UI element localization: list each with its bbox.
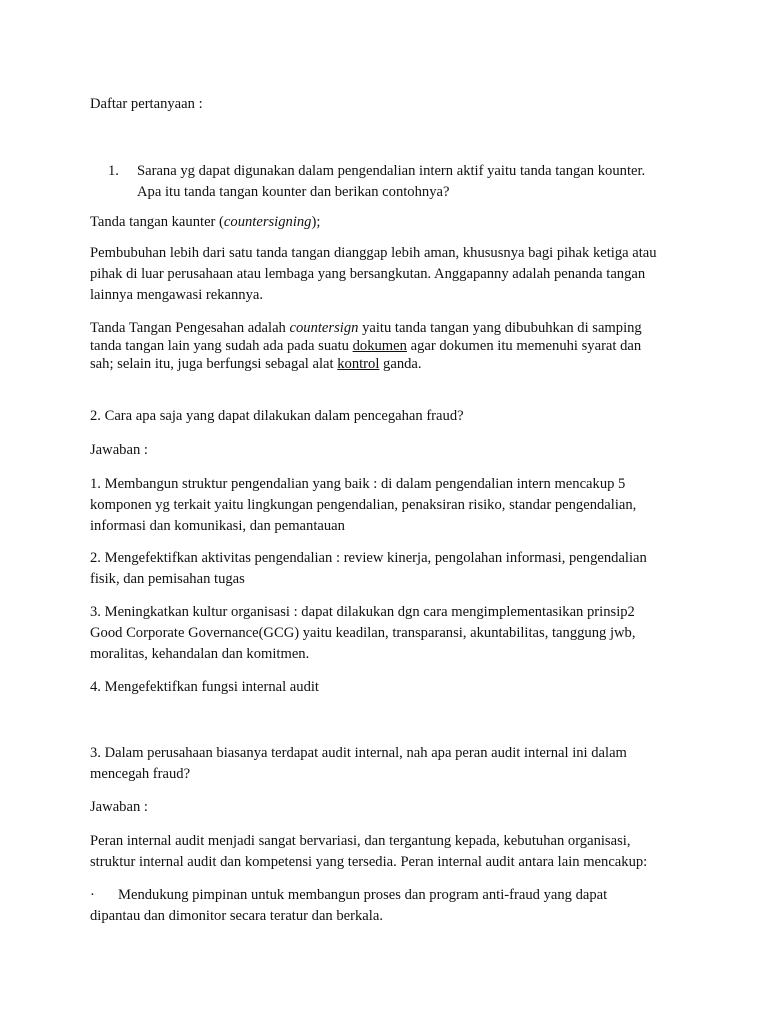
answer-3-bullet-line-2: dipantau dan dimonitor secara teratur dan berkala.	[90, 908, 383, 924]
answer-2-item-3-line-2: Good Corporate Governance(GCG) yaitu keadilan, transparansi, akuntabilitas, tanggung jwb,	[90, 625, 636, 641]
answer-1-paragraph-1-line-3: lainnya mengawasi rekannya.	[90, 287, 264, 303]
answer-2-item-1-line-1: 1. Membangun struktur pengendalian yang baik : di dalam pengendalian intern mencakup 5	[90, 476, 626, 492]
answer-1-paragraph-1-line-2: pihak di luar perusahaan atau lembaga yang bersangkutan. Anggapanny adalah penanda tangan	[90, 266, 646, 282]
dokumen-link[interactable]: dokumen	[352, 338, 407, 354]
answer-2-item-3-line-1: 3. Meningkatkan kultur organisasi : dapat dilakukan dgn cara mengimplementasikan prinsip2	[90, 604, 635, 620]
answer-2-item-4: 4. Mengefektifkan fungsi internal audit	[90, 679, 319, 695]
answer-1-paragraph-2-line-3: sah; selain itu, juga berfungsi sebagal alat kontrol ganda.	[90, 356, 422, 372]
answer-1-paragraph-1-line-1: Pembubuhan lebih dari satu tanda tangan dianggap lebih aman, khususnya bagi pihak ketiga atau	[90, 245, 657, 261]
bullet-dot-icon: ·	[90, 887, 95, 903]
answer-3-label: Jawaban :	[90, 799, 148, 815]
kontrol-link[interactable]: kontrol	[337, 356, 380, 372]
countersign-term: countersign	[289, 320, 359, 336]
list-heading: Daftar pertanyaan :	[90, 96, 203, 112]
question-1-number: 1.	[108, 163, 119, 179]
answer-2-item-2-line-2: fisik, dan pemisahan tugas	[90, 571, 245, 587]
answer-1-paragraph-2-line-2: tanda tangan lain yang sudah ada pada suatu dokumen agar dokumen itu memenuhi syarat dan	[90, 338, 642, 354]
answer-3-bullet-line-1: · Mendukung pimpinan untuk membangun proses dan program anti-fraud yang dapat	[90, 885, 607, 906]
answer-3-paragraph-line-2: struktur internal audit dan kompetensi yang tersedia. Peran internal audit antara lain mencakup:	[90, 854, 648, 870]
answer-2-item-1-line-2: komponen yg terkait yaitu lingkungan pengendalian, penaksiran risiko, standar pengendalian,	[90, 497, 637, 513]
answer-2-item-2-line-1: 2. Mengefektifkan aktivitas pengendalian : review kinerja, pengolahan informasi, pengendalian	[90, 550, 647, 566]
question-3-line-2: mencegah fraud?	[90, 766, 191, 782]
answer-2-item-1-line-3: informasi dan komunikasi, dan pemantauan	[90, 518, 345, 534]
countersigning-term: countersigning	[223, 214, 312, 230]
answer-2-item-3-line-3: moralitas, kehandalan dan komitmen.	[90, 646, 310, 662]
question-1-line-2: Apa itu tanda tangan kounter dan berikan contohnya?	[137, 183, 450, 200]
question-1-line-1: Sarana yg dapat digunakan dalam pengendalian intern aktif yaitu tanda tangan kounter.	[137, 163, 646, 179]
question-3-line-1: 3. Dalam perusahaan biasanya terdapat audit internal, nah apa peran audit internal ini dalam	[90, 745, 627, 761]
answer-1-paragraph-2-line-1: Tanda Tangan Pengesahan adalah countersign yaitu tanda tangan yang dibubuhkan di samping	[90, 320, 642, 336]
question-1	[108, 161, 645, 202]
question-2: 2. Cara apa saja yang dapat dilakukan dalam pencegahan fraud?	[90, 408, 464, 424]
answer-2-label: Jawaban :	[90, 442, 148, 458]
answer-1-title: Tanda tangan kaunter (countersigning);	[90, 214, 321, 230]
answer-3-paragraph-line-1: Peran internal audit menjadi sangat bervariasi, dan tergantung kepada, kebutuhan organisasi,	[90, 833, 631, 849]
